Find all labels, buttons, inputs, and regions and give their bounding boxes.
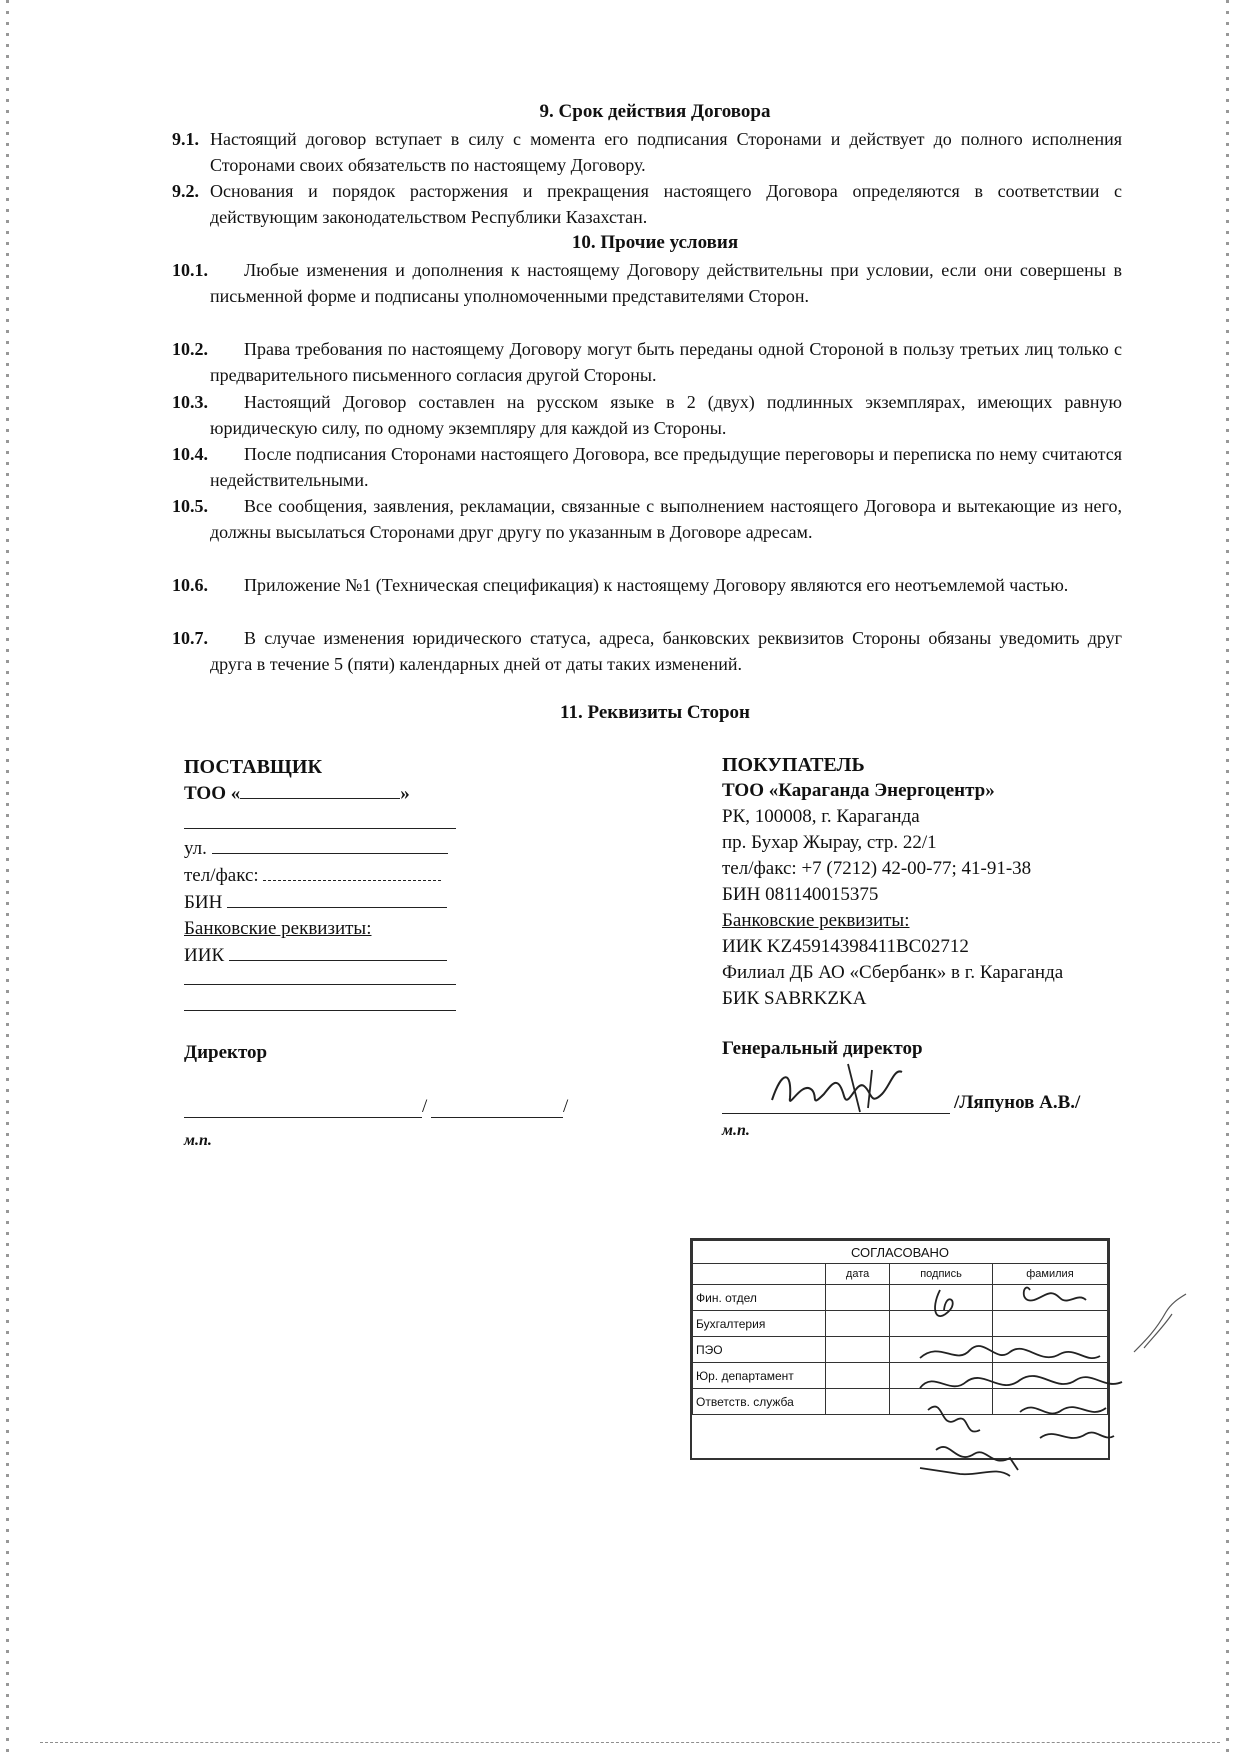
clause-text: Приложение №1 (Техническая спецификация) к настоящему Договору являются его неотъемлемой частью. [244, 575, 1069, 595]
clause-10-4 [172, 441, 1122, 493]
buyer-iik: ИИК KZ45914398411BC02712 [722, 936, 969, 957]
clause-number: 10.7. [172, 628, 208, 648]
clause-9-1 [172, 126, 1122, 178]
clause-10-2 [172, 336, 1122, 388]
clause-text: Настоящий договор вступает в силу с момента его подписания Сторонами и действует до полного исполнения Сторонами своих обязательств по настоящему Договору. [210, 129, 1122, 175]
supplier-bank-label: Банковские реквизиты: [184, 918, 372, 939]
supplier-blank-line [184, 828, 456, 829]
buyer-address-2: пр. Бухар Жырау, стр. 22/1 [722, 832, 937, 853]
clause-text: Основания и порядок расторжения и прекращения настоящего Договора определяются в соответствии с действующим законодательством Республики Казахстан. [210, 181, 1122, 227]
clause-text: Все сообщения, заявления, рекламации, связанные с выполнением настоящего Договора и вытекающие из него, должны высылаться Сторонами друг другу по указанным в Договоре адресам. [210, 496, 1122, 542]
supplier-name-line [431, 1117, 563, 1118]
supplier-title: ПОСТАВЩИК [184, 756, 322, 778]
buyer-signer-name: /Ляпунов А.В./ [954, 1092, 1081, 1113]
scan-edge-bottom [40, 1742, 1220, 1743]
clause-10-7 [172, 625, 1122, 677]
approval-row-label: Бухгалтерия [693, 1311, 826, 1337]
clause-number: 10.6. [172, 575, 208, 595]
supplier-signer-title: Директор [184, 1042, 268, 1063]
clause-9-2 [172, 178, 1122, 230]
buyer-address-1: РК, 100008, г. Караганда [722, 806, 920, 827]
supplier-bin: БИН [184, 889, 464, 916]
clause-number: 9.2. [172, 181, 199, 201]
buyer-stamp-place: м.п. [722, 1122, 750, 1139]
clause-number: 9.1. [172, 129, 199, 149]
supplier-street: ул. [184, 835, 464, 862]
supplier-blank-line [184, 984, 456, 985]
director-signature [752, 1060, 942, 1120]
section-11-heading: 11. Реквизиты Сторон [560, 702, 750, 723]
clause-number: 10.1. [172, 260, 208, 280]
clause-10-1 [172, 257, 1122, 309]
supplier-blank-line [184, 1010, 456, 1011]
approval-title: СОГЛАСОВАНО [693, 1241, 1108, 1264]
buyer-bank: Филиал ДБ АО «Сбербанк» в г. Караганда [722, 962, 1064, 983]
clause-10-6 [172, 572, 1122, 598]
clause-10-5 [172, 493, 1122, 545]
buyer-bank-label: Банковские реквизиты: [722, 910, 910, 931]
supplier-sep-2: / [563, 1096, 569, 1117]
approval-row-label: ПЭО [693, 1337, 826, 1363]
clause-number: 10.4. [172, 444, 208, 464]
scan-edge-right [1226, 0, 1229, 1754]
clause-text: Настоящий Договор составлен на русском языке в 2 (двух) подлинных экземплярах, имеющих равную юридическую силу, по одному экземпляру для каждой из Стороны. [210, 392, 1122, 438]
buyer-bik: БИК SABRKZKA [722, 988, 867, 1009]
supplier-signature-line [184, 1117, 422, 1118]
buyer-signer-title: Генеральный директор [722, 1038, 923, 1059]
buyer-bin: БИН 081140015375 [722, 884, 879, 905]
column-header: фамилия [992, 1264, 1107, 1285]
clause-number: 10.2. [172, 339, 208, 359]
column-header: подпись [890, 1264, 993, 1285]
column-header: дата [826, 1264, 890, 1285]
supplier-phone: тел/факс: [184, 862, 464, 889]
section-9-heading: 9. Срок действия Договора [539, 101, 771, 122]
clause-text: Любые изменения и дополнения к настоящему Договору действительны при условии, если они совершены в письменной форме и подписаны уполномоченными представителями Сторон. [210, 260, 1122, 306]
buyer-block [722, 752, 1142, 1012]
supplier-sep-1: / [422, 1096, 428, 1117]
buyer-title: ПОКУПАТЕЛЬ [722, 754, 865, 776]
buyer-phone: тел/факс: +7 (7212) 42-00-77; 41-91-38 [722, 858, 1032, 879]
approval-row-label: Ответств. служба [693, 1389, 826, 1415]
supplier-stamp-place: м.п. [184, 1132, 212, 1149]
approval-row-label: Фин. отдел [693, 1285, 826, 1311]
supplier-iik: ИИК [184, 942, 464, 969]
approval-handwriting [900, 1270, 1140, 1490]
supplier-org: ТОО « » [184, 780, 464, 807]
clause-number: 10.3. [172, 392, 208, 412]
section-10-heading: 10. Прочие условия [571, 232, 739, 253]
clause-text: В случае изменения юридического статуса, адреса, банковских реквизитов Стороны обязаны уведомить друг друга в течение 5 (пяти) календарных дней от даты таких изменений. [210, 628, 1122, 674]
scan-edge-left [6, 0, 9, 1754]
clause-10-3 [172, 389, 1122, 441]
clause-text: Права требования по настоящему Договору могут быть переданы одной Стороной в пользу третьих лиц только с предварительного письменного согласия другой Стороны. [210, 339, 1122, 385]
supplier-block [184, 754, 464, 969]
margin-scribble [1126, 1290, 1196, 1360]
clause-number: 10.5. [172, 496, 208, 516]
clause-text: После подписания Сторонами настоящего Договора, все предыдущие переговоры и переписка по нему считаются недействительными. [210, 444, 1122, 490]
approval-row-label: Юр. департамент [693, 1363, 826, 1389]
buyer-org: ТОО «Караганда Энергоцентр» [722, 780, 995, 801]
